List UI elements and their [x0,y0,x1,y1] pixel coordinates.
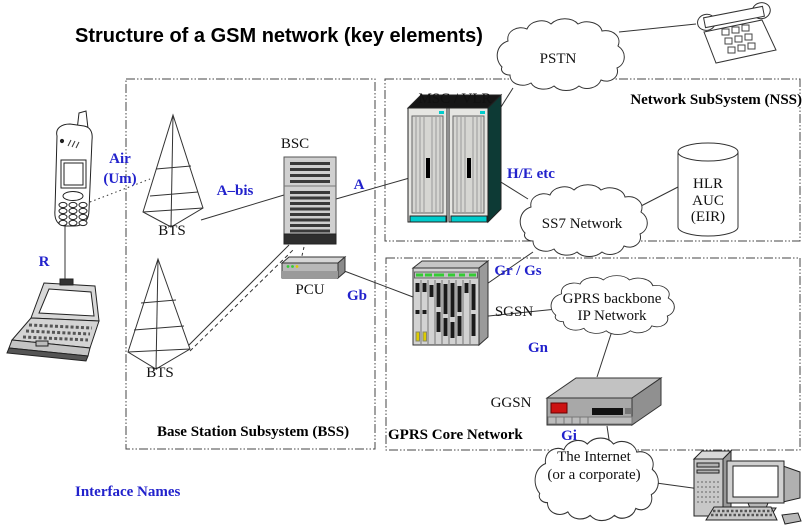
link-bts2-bsc [187,245,289,347]
pstn-label: PSTN [539,51,577,67]
msc-label: MSC / VLR [418,91,492,107]
msc-led-left [439,111,444,114]
internet-label-line2: (or a corporate) [547,467,641,483]
iface-grgs-label: Gr / Gs [494,263,542,279]
hlr-label-line1: HLR [693,176,723,192]
msc-handle-right [467,158,471,178]
pcu-label: PCU [295,282,325,298]
iface-r-label: R [38,254,50,270]
nss-region-label: Network SubSystem (NSS) [630,92,802,108]
diagram-title: Structure of a GSM network (key elements) [75,25,483,47]
sgsn-shelf [413,261,488,345]
laptop [7,279,99,361]
link-gprscloud-ggsn-gn [597,331,612,377]
telephone [696,1,776,63]
iface-a-label: A [353,177,365,193]
msc-side-panel [488,95,501,222]
pc-crt-back [783,466,800,502]
bsc-rack [284,157,336,244]
mobile-phone [55,111,92,226]
msc-base-right [451,216,487,222]
phone-nav-button [63,192,83,201]
hlr-label-line2: AUC [692,193,724,209]
bsc-label: BSC [280,136,310,152]
phone-speaker [60,139,63,142]
ggsn-label: GGSN [490,395,532,411]
pcu-led-yellow [296,265,299,268]
pc-screen [733,466,778,497]
link-pstn-telephone [619,24,696,32]
iface-he-label: H/E etc [507,166,555,182]
sgsn-yellow-led-1 [416,332,420,341]
gprs-region-label: GPRS Core Network [388,427,523,443]
msc-led-right [480,111,485,114]
laptop-screen [39,289,94,316]
bsc-base [284,234,336,244]
gprs-cloud-label-line2: IP Network [577,308,647,324]
ggsn-red-button [551,403,567,413]
interface-names-legend: Interface Names [75,484,181,500]
pcu-unit [282,257,345,278]
pc-keyboard [706,507,777,520]
ss7-label: SS7 Network [541,216,623,232]
phone-keypad [59,202,87,225]
sgsn-yellow-led-2 [423,332,427,341]
iface-air-label: Air [109,151,131,167]
iface-gb-label: Gb [346,288,368,304]
msc-vlr-cabinets [408,95,501,222]
bss-region-label: Base Station Subsystem (BSS) [156,424,350,440]
bts2-label: BTS [146,365,174,381]
hlr-label-line3: (EIR) [690,209,726,225]
iface-gi-label: Gi [561,428,577,444]
internet-label-line1: The Internet [557,449,631,465]
pc-mouse [782,513,801,524]
desktop-pc [694,451,801,524]
link-ss7-hlr [641,187,678,206]
bts1-label: BTS [158,223,186,239]
pc-drive-bay [697,463,719,467]
ggsn-slot [592,408,623,415]
sgsn-label: SGSN [494,304,534,320]
laptop-hinge [60,279,73,285]
link-bts2-pcu-dashed [190,250,293,351]
pcu-led-green [287,265,290,268]
laptop-trackpad [36,341,48,346]
bts1-tower [143,115,203,227]
msc-handle-left [426,158,430,178]
iface-um-label: (Um) [103,171,137,187]
ggsn-ribbed-strip [548,417,632,424]
iface-gn-label: Gn [527,340,549,356]
ggsn-unit [547,378,661,425]
msc-base-left [410,216,446,222]
bts2-tower [128,259,190,369]
iface-abis-label: A–bis [216,183,254,199]
gprs-cloud-label-line1: GPRS backbone [562,291,662,307]
